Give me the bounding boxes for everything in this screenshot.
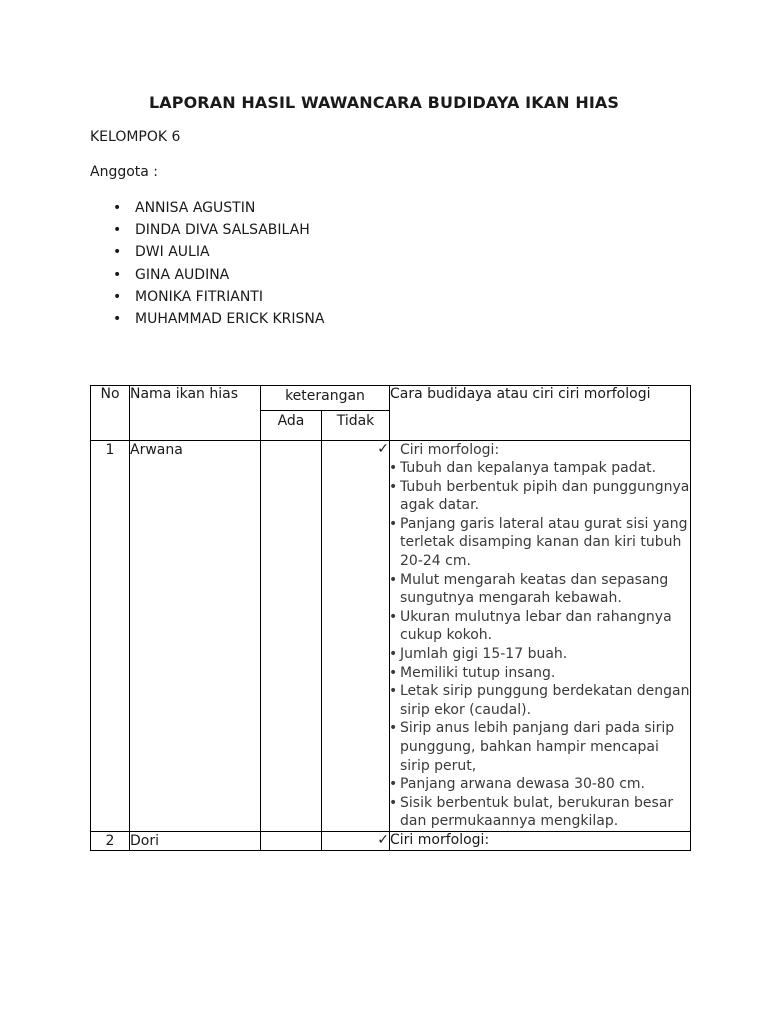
group-label: KELOMPOK 6 [90, 129, 181, 145]
member-item: • DWI AULIA [0, 242, 324, 264]
morphology-cell [390, 441, 691, 832]
check-mark-icon: ✓ [322, 831, 390, 850]
list-item: • Tubuh berbentuk pipih dan punggungnya agak datar. [390, 478, 690, 515]
row-name: Dori [130, 831, 261, 850]
members-label: Anggota : [90, 164, 159, 180]
list-item: • Ukuran mulutnya lebar dan rahangnya cukup kokoh. [390, 608, 690, 645]
morphology-heading: Ciri morfologi: [390, 831, 691, 850]
header-no: No [91, 386, 130, 441]
header-name: Nama ikan hias [130, 386, 261, 441]
member-item: • MUHAMMAD ERICK KRISNA [0, 309, 324, 331]
list-item: • Letak sirip punggung berdekatan dengan sirip ekor (caudal). [390, 682, 690, 719]
list-item: • Mulut mengarah keatas dan sepasang sungutnya mengarah kebawah. [390, 571, 690, 608]
check-mark-icon: ✓ [322, 441, 390, 832]
list-item: • Jumlah gigi 15-17 buah. [390, 645, 690, 664]
page-title: LAPORAN HASIL WAWANCARA BUDIDAYA IKAN HIAS [149, 93, 619, 112]
list-item: • Sirip anus lebih panjang dari pada sirip punggung, bahkan hampir mencapai sirip perut, [390, 719, 690, 775]
header-ada: Ada [261, 411, 322, 441]
list-item: • Tubuh dan kepalanya tampak padat. [390, 459, 690, 478]
header-cara: Cara budidaya atau ciri ciri morfologi [390, 386, 691, 441]
member-list [0, 198, 324, 331]
list-item: • Memiliki tutup insang. [390, 664, 690, 683]
header-keterangan: keterangan [261, 386, 390, 411]
morphology-list [390, 459, 690, 831]
row-name: Arwana [130, 441, 261, 832]
row-ada [261, 831, 322, 850]
report-table [90, 385, 691, 851]
list-item: • Sisik berbentuk bulat, berukuran besar dan permukaannya mengkilap. [390, 794, 690, 831]
header-tidak: Tidak [322, 411, 390, 441]
list-item: • Panjang garis lateral atau gurat sisi yang terletak disamping kanan dan kiri tubuh 20-24 cm. [390, 515, 690, 571]
member-item: • ANNISA AGUSTIN [0, 198, 324, 220]
row-no: 2 [91, 831, 130, 850]
row-no: 1 [91, 441, 130, 832]
member-item: • MONIKA FITRIANTI [0, 287, 324, 309]
table-row [91, 441, 691, 832]
member-item: • GINA AUDINA [0, 265, 324, 287]
list-item: • Panjang arwana dewasa 30-80 cm. [390, 775, 690, 794]
table-row [91, 831, 691, 850]
morphology-heading: Ciri morfologi: [400, 442, 500, 458]
member-item: • DINDA DIVA SALSABILAH [0, 220, 324, 242]
row-ada [261, 441, 322, 832]
